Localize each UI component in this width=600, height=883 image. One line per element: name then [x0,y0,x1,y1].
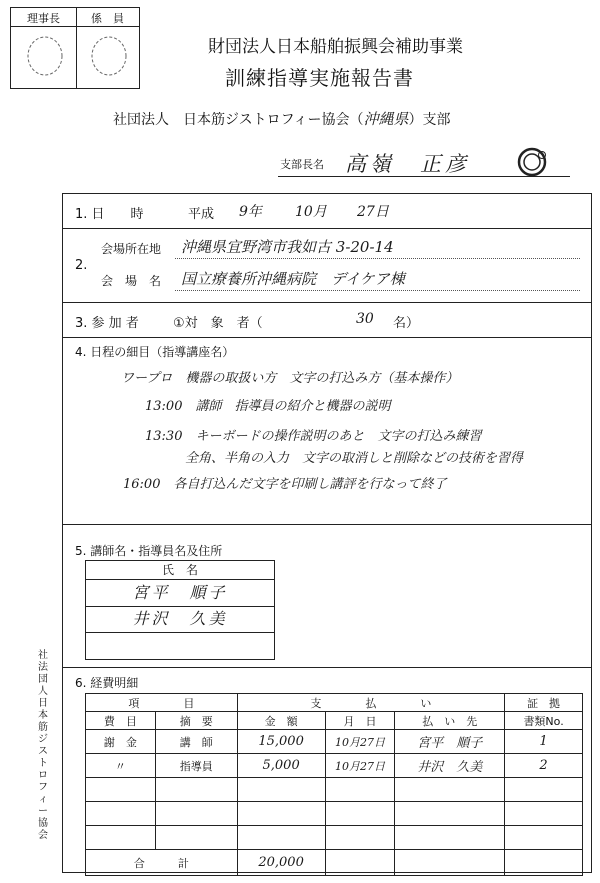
section-venue [63,228,591,303]
instructor-name-2: 井沢 久美 [86,606,274,633]
section-instructors [63,524,591,668]
head-item: 項 目 [86,694,238,712]
section-expenses [63,667,591,872]
org-suffix: ）支部 [408,112,451,128]
table-row [86,802,583,826]
table-row [86,778,583,802]
branch-head-name: 高嶺 正彦 [345,152,470,176]
head-summary: 摘 要 [155,712,237,730]
report-title: 訓練指導実施報告書 [225,66,414,90]
table-row: 〃 指導員 5,000 10月27日 井沢 久美 2 [86,754,583,778]
expenses-label: 6. 経費明細 [75,676,139,690]
table-row [86,826,583,850]
venue-name-label: 会 場 名 [101,274,162,288]
venue-name-value: 国立療養所沖縄病院 デイケア棟 [181,270,405,288]
head-amount: 金 額 [237,712,325,730]
head-receipt-no: 書類No. [505,712,583,730]
head-cost: 費 目 [86,712,156,730]
participants-unit: 名） [393,316,420,331]
schedule-label: 4. 日程の細目（指導講座名） [75,345,235,359]
table-row: 謝 金 講 師 15,000 10月27日 宮平 順子 1 [86,730,583,754]
total-value: 20,000 [237,850,325,876]
participants-count: 30 [356,311,374,327]
org-line [113,108,450,129]
date-era: 平成 [188,207,215,222]
table-total-row [86,850,583,876]
branch-seal-stamp [516,146,548,178]
participants-label: 3. 参 加 者 [75,316,139,331]
date-year: 9年 [239,204,262,220]
org-prefix: 社団法人 日本筋ジストロフィー協会（ [113,112,364,128]
schedule-line-3: 13:30 キーボードの操作説明のあと 文字の打込み練習 [145,429,482,444]
head-receipt: 証 拠 [505,694,583,712]
instructor-name-header: 氏 名 [86,561,274,580]
head-date: 月 日 [325,712,395,730]
org-branch: 沖縄県 [363,110,409,128]
date-month: 10月 [295,204,327,220]
instructors-label: 5. 講師名・指導員名及住所 [75,544,223,558]
head-payee: 払 い 先 [395,712,505,730]
seal-stamp-2 [89,34,129,78]
section-date [63,194,591,229]
expense-table [85,693,583,876]
section-participants [63,302,591,338]
participants-sub: ①対 象 者（ [173,316,263,331]
instructor-name-1: 宮平 順子 [86,579,274,607]
side-org-text: 社法団人日本筋ジストロフィー協会 [38,650,48,841]
head-payment: 支 払 い [237,694,504,712]
venue-address-label: 会場所在地 [101,242,162,256]
branch-head-label: 支部長名 [280,158,324,171]
date-day: 27日 [357,204,389,220]
instructor-name-box [85,560,275,660]
venue-address-value: 沖縄県宜野湾市我如古 3-20-14 [181,238,394,256]
total-label: 合 計 [86,850,238,876]
form-frame [62,193,592,873]
schedule-line-4: 全角、半角の入力 文字の取消しと削除などの技術を習得 [185,451,524,466]
section-schedule [63,337,591,525]
date-label: 1. 日 時 [75,207,144,222]
header-line1: 財団法人日本船舶振興会補助事業 [208,37,463,57]
venue-num: 2. [75,258,88,273]
schedule-line-2: 13:00 講師 指導員の紹介と機器の説明 [145,399,391,414]
schedule-line-1: ワープロ 機器の取扱い方 文字の打込み方（基本操作） [121,371,459,386]
approval-header-director: 理事長 [27,12,60,25]
seal-stamp-1 [25,34,65,78]
approval-header-staff: 係 員 [91,12,124,25]
schedule-line-5: 16:00 各自打込んだ文字を印刷し講評を行なって終了 [123,477,447,492]
approval-box [10,7,140,89]
